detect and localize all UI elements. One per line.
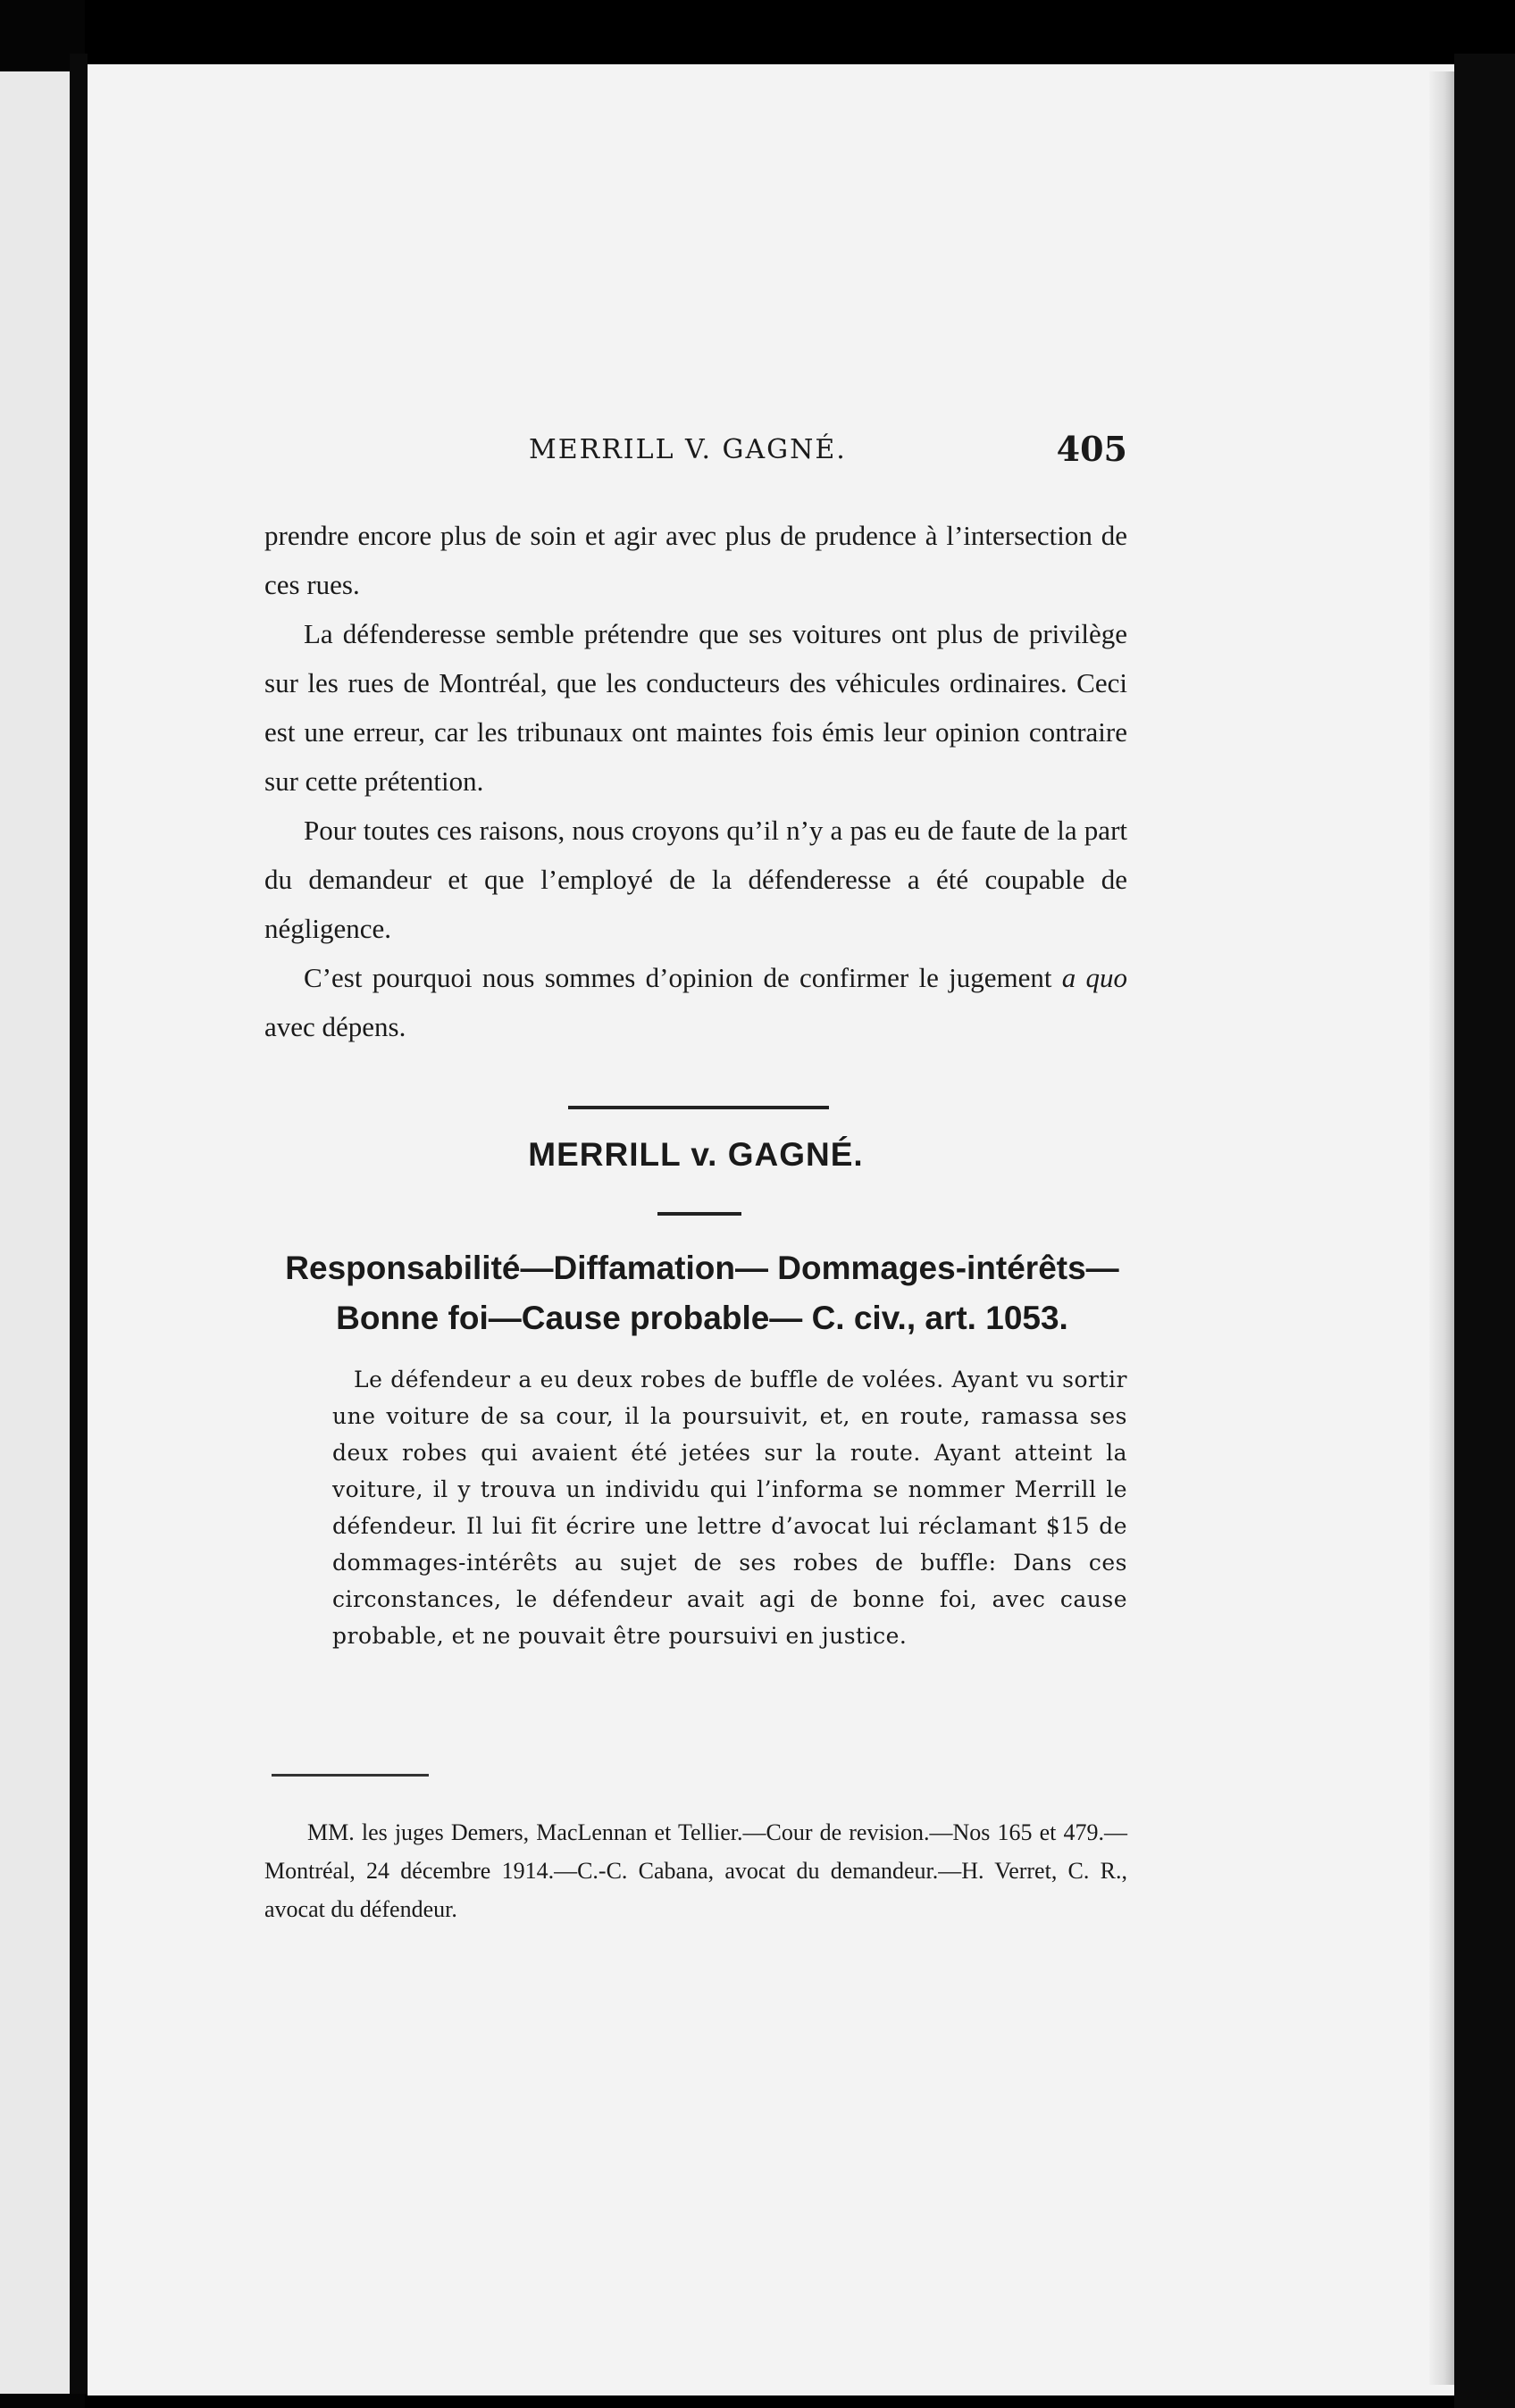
footnote: [264, 1813, 1127, 1928]
headnote-line: Bonne foi—Cause probable— C. civ., art. 1053.: [336, 1300, 1068, 1336]
paragraph: Pour toutes ces raisons, nous croyons qu’il n’y a pas eu de faute de la part du demandeur et que l’employé de la défenderesse a été coupable de négligence.: [264, 815, 1127, 944]
closing-text-before: C’est pourquoi nous sommes d’opinion de confirmer le jugement: [304, 962, 1062, 993]
closing-italic: a quo: [1061, 962, 1127, 993]
title-rule: [657, 1212, 741, 1216]
headnote-title: [264, 1243, 1140, 1343]
body-text: [264, 511, 1127, 1051]
scan-margin-right: [1454, 54, 1515, 2408]
case-title: MERRILL v. GAGNÉ.: [528, 1136, 864, 1173]
paragraph: La défenderesse semble prétendre que ses voitures ont plus de privilège sur les rues de Montréal, que les conducteurs des véhicules ordinaires. Ceci est une erreur, car les tribunaux ont maintes fois émis leur opinion contraire sur cette prétention.: [264, 618, 1127, 797]
closing-paragraph: [264, 953, 1127, 1051]
summary-text: Le défendeur a eu deux robes de buffle de volées. Ayant vu sortir une voiture de sa cour, il la poursuivit, et, en route, ramassa ses deux robes qui avaient été jetées sur la route. Ayant atteint la voiture, il y trouva un individu qui l’informa se nommer Merrill le défendeur. Il lui fit écrire une lettre d’avocat lui réclamant $15 de dommages-intérêts au sujet de ses robes de buffle: Dans ces circonstances, le défendeur avait agi de bonne foi, avec cause probable, et ne pouvait être poursuivi en justice.: [332, 1367, 1127, 1649]
paragraph: prendre encore plus de soin et agir avec plus de prudence à l’intersection de ces rues.: [264, 520, 1127, 600]
page-fold-shadow: [1429, 71, 1454, 2385]
closing-text-after: avec dépens.: [264, 1011, 406, 1042]
footnote-text: MM. les juges Demers, MacLennan et Tellier.—Cour de revision.—Nos 165 et 479.—Montréal, 24 décembre 1914.—C.-C. Cabana, avocat du demandeur.—H. Verret, C. R., avocat du défendeur.: [264, 1819, 1127, 1922]
footnote-rule: [272, 1774, 429, 1777]
page-number: 405: [1056, 429, 1127, 469]
facing-page-edge: [0, 71, 70, 2394]
case-summary: [332, 1361, 1127, 1654]
page: [88, 64, 1454, 2395]
section-divider: [568, 1106, 829, 1109]
headnote-line: Responsabilité—Diffamation— Dommages-intérêts—: [285, 1250, 1119, 1286]
running-title: MERRILL V. GAGNÉ.: [529, 434, 847, 465]
running-head: [264, 429, 1127, 479]
binding-shadow: [70, 54, 88, 2394]
